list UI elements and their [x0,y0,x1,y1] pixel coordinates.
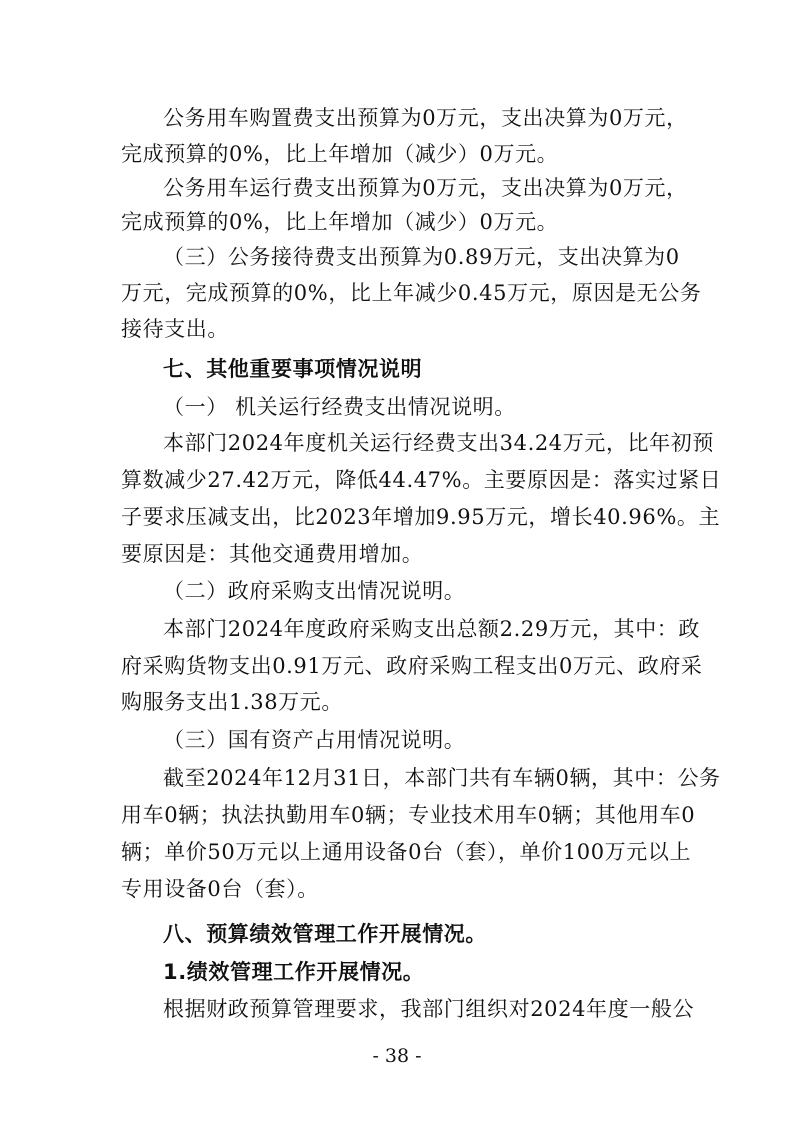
paragraph-line: 完成预算的0%，比上年增加（减少）0万元。 [121,210,559,234]
paragraph-line: 算数减少27.42万元，降低44.47%。主要原因是：落实过紧日 [121,468,722,492]
paragraph-line: 辆；单价50万元以上通用设备0台（套），单价100万元以上 [121,840,692,864]
paragraph-line: 专用设备0台（套）。 [121,877,319,901]
paragraph-line: 要原因是：其他交通费用增加。 [121,542,424,566]
paragraph-line: （三）公务接待费支出预算为0.89万元，支出决算为0 [163,245,680,269]
subsection-heading: （二）政府采购支出情况说明。 [163,579,466,603]
page-number: - 38 - [372,1045,422,1067]
subsection-heading: （一） 机关运行经费支出情况说明。 [163,395,516,419]
paragraph-line: 公务用车运行费支出预算为0万元，支出决算为0万元， [163,176,688,200]
paragraph-line: 公务用车购置费支出预算为0万元，支出决算为0万元， [163,106,688,130]
paragraph-line: 购服务支出1.38万元。 [121,690,343,714]
subsection-heading: 1.绩效管理工作开展情况。 [163,960,425,984]
subsection-heading: （三）国有资产占用情况说明。 [163,728,466,752]
paragraph-line: 接待支出。 [121,317,229,341]
paragraph-line: 万元，完成预算的0%，比上年减少0.45万元，原因是无公务 [121,281,702,305]
paragraph-line: 子要求压减支出，比2023年增加9.95万元，增长40.96%。主 [121,505,721,529]
paragraph-line: 本部门2024年度机关运行经费支出34.24万元，比年初预 [163,431,714,455]
paragraph-line: 本部门2024年度政府采购支出总额2.29万元，其中：政 [163,617,700,641]
paragraph-line: 完成预算的0%，比上年增加（减少）0万元。 [121,142,559,166]
section-heading: 七、其他重要事项情况说明 [163,357,423,381]
paragraph-line: 府采购货物支出0.91万元、政府采购工程支出0万元、政府采 [121,654,703,678]
paragraph-line: 截至2024年12月31日，本部门共有车辆0辆，其中：公务 [163,766,721,790]
paragraph-line: 用车0辆；执法执勤用车0辆；专业技术用车0辆；其他用车0 [121,803,696,827]
section-heading: 八、预算绩效管理工作开展情况。 [163,922,487,946]
paragraph-line: 根据财政预算管理要求，我部门组织对2024年度一般公 [163,997,695,1021]
